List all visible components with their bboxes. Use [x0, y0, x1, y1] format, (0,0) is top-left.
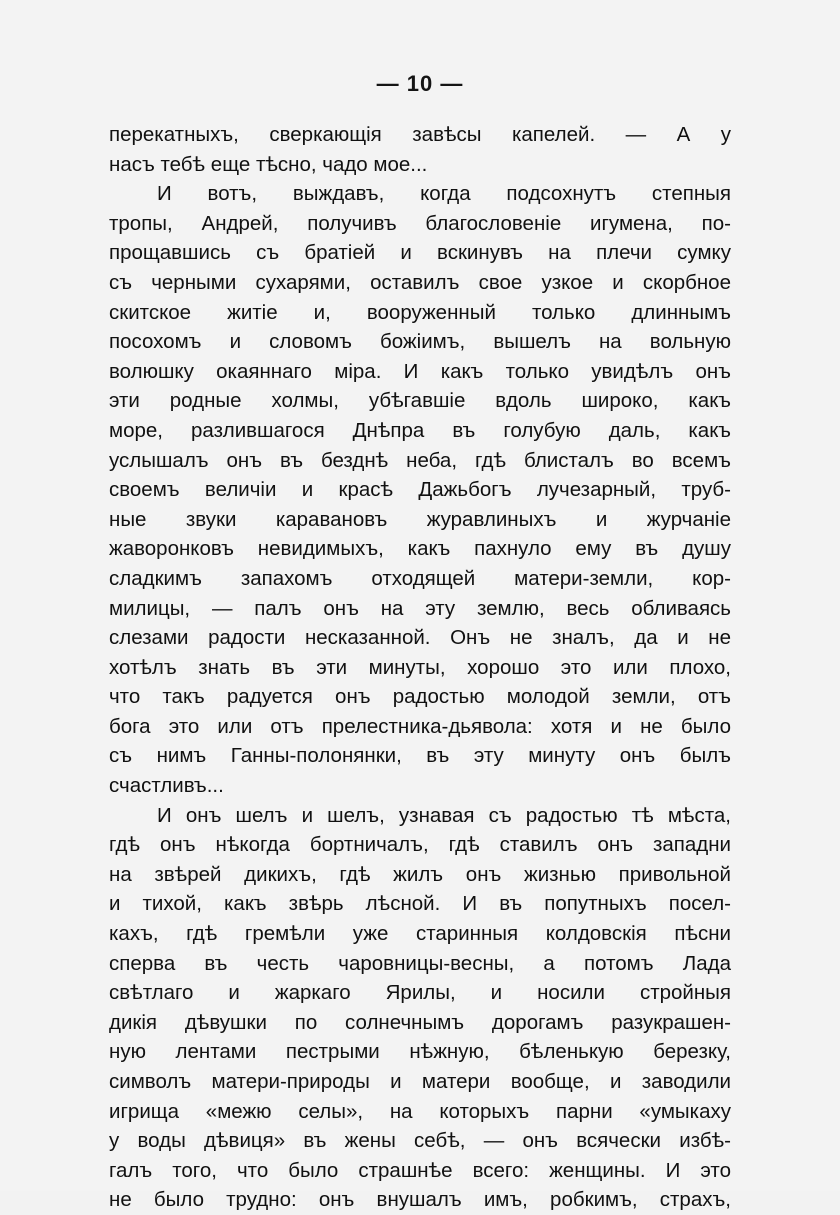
text-line: галъ того, что было страшнѣе всего: женщины. И это — [109, 1158, 731, 1182]
text-line: хотѣлъ знать въ эти минуты, хорошо это или плохо, — [109, 655, 731, 679]
text-line: перекатныхъ, сверкающія завѣсы капелей. — А у — [109, 123, 731, 146]
text-line: не было трудно: онъ внушалъ имъ, робкимъ, страхъ, — [109, 1188, 731, 1212]
text-line: своемъ величіи и красѣ Дажьбогъ лучезарный, труб- — [109, 478, 731, 502]
body-text — [109, 120, 731, 1215]
text-line: съ черными сухарями, оставилъ свое узкое и скорбное — [109, 270, 731, 294]
text-line: море, разлившагося Днѣпра въ голубую даль, какъ — [109, 418, 731, 442]
text-line: услышалъ онъ въ безднѣ неба, гдѣ блисталъ во всемъ — [109, 448, 731, 472]
text-line: насъ тебѣ еще тѣсно, чадо мое... — [109, 152, 428, 176]
text-line: на звѣрей дикихъ, гдѣ жилъ онъ жизнью привольной — [109, 862, 731, 886]
text-line: И онъ шелъ и шелъ, узнавая съ радостью тѣ мѣста, — [157, 803, 731, 827]
text-line: ную лентами пестрыми нѣжную, бѣленькую березку, — [109, 1040, 731, 1064]
page-number: — 10 — — [376, 71, 464, 96]
text-line: символъ матери-природы и матери вообще, и заводили — [109, 1070, 731, 1093]
text-line: съ нимъ Ганны-полонянки, въ эту минуту онъ былъ — [109, 744, 731, 768]
text-line: тропы, Андрей, получивъ благословеніе игумена, по- — [109, 211, 731, 235]
text-line: И вотъ, выждавъ, когда подсохнутъ степныя — [157, 182, 731, 206]
text-line: волюшку окаяннаго міра. И какъ только увидѣлъ онъ — [109, 359, 731, 383]
text-line: гдѣ онъ нѣкогда бортничалъ, гдѣ ставилъ онъ западни — [109, 833, 731, 857]
text-line: и тихой, какъ звѣрь лѣсной. И въ попутныхъ посел- — [109, 892, 731, 916]
text-line: слезами радости несказанной. Онъ не зналъ, да и не — [109, 626, 731, 650]
text-line: игрища «межю селы», на которыхъ парни «умыкаху — [109, 1099, 731, 1123]
text-line: жаворонковъ невидимыхъ, какъ пахнуло ему въ душу — [109, 537, 731, 561]
text-line: ные звуки каравановъ журавлиныхъ и журчаніе — [109, 507, 731, 531]
text-line: дикія дѣвушки по солнечнымъ дорогамъ разукрашен- — [109, 1010, 731, 1034]
text-line: посохомъ и словомъ божіимъ, вышелъ на вольную — [109, 330, 731, 354]
text-line: скитское житіе и, вооруженный только длиннымъ — [109, 300, 731, 324]
text-line: прощавшись съ братіей и вскинувъ на плечи сумку — [109, 241, 731, 265]
text-line: счастливъ... — [109, 774, 224, 798]
text-line: сперва въ честь чаровницы-весны, а потомъ Лада — [109, 951, 731, 975]
text-line: эти родные холмы, убѣгавшіе вдоль широко, какъ — [109, 389, 731, 413]
text-line: что такъ радуется онъ радостью молодой земли, отъ — [109, 685, 731, 709]
text-line: бога это или отъ прелестника-дьявола: хотя и не было — [109, 714, 731, 738]
text-line: сладкимъ запахомъ отходящей матери-земли, кор- — [109, 566, 731, 590]
text-line: у воды дѣвиця» въ жены себѣ, — онъ всячески избѣ- — [109, 1129, 731, 1153]
text-line: кахъ, гдѣ гремѣли уже старинныя колдовскія пѣсни — [109, 922, 731, 946]
text-line: свѣтлаго и жаркаго Ярилы, и носили стройныя — [109, 981, 731, 1005]
text-line: милицы, — палъ онъ на эту землю, весь обливаясь — [109, 596, 731, 620]
